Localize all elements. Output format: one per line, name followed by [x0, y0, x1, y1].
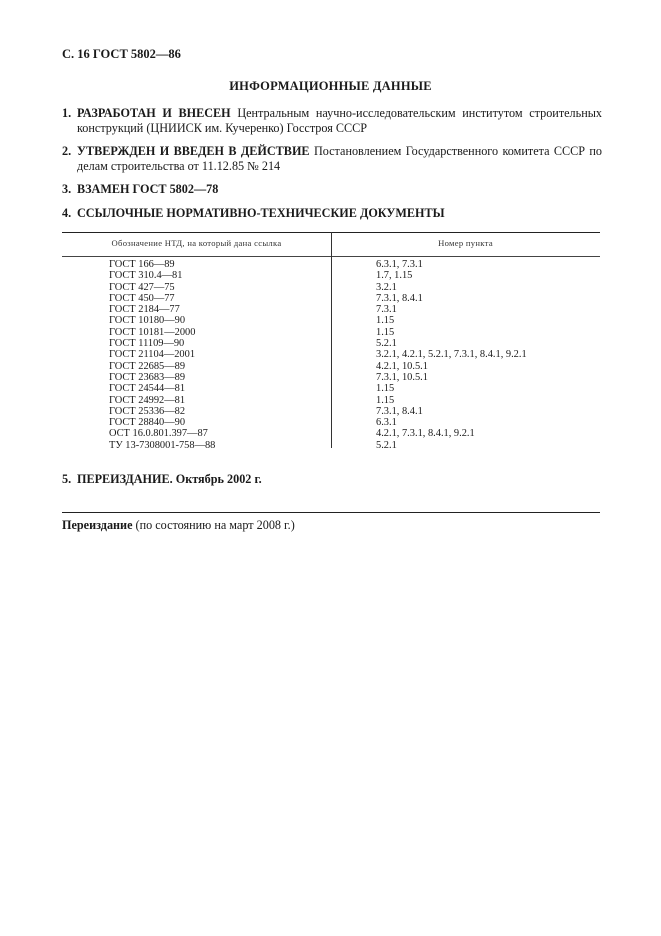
table-cell-clause: 7.3.1, 8.4.1 [376, 292, 423, 304]
info-item-5 [62, 472, 602, 487]
table-cell-clause: 1.15 [376, 326, 395, 338]
table-cell-clause: 1.15 [376, 383, 395, 395]
item-number: 4. [62, 206, 72, 220]
table-cell-clause: 4.2.1, 10.5.1 [376, 360, 428, 372]
table-header-doc: Обозначение НТД, на который дана ссылка [111, 238, 282, 248]
table-cell-clause: 1.7, 1.15 [376, 270, 413, 282]
info-item-4 [62, 206, 602, 221]
table-cell-document: ГОСТ 25336—82 [109, 405, 186, 417]
info-item-3 [62, 182, 602, 197]
footer-rule [62, 512, 600, 513]
table-cell-clause: 7.3.1 [376, 304, 397, 316]
item-lead: ПЕРЕИЗДАНИЕ. [77, 472, 173, 486]
item-body [77, 206, 602, 221]
table-cell-clause: 6.3.1, 7.3.1 [376, 259, 423, 270]
item-body [77, 472, 602, 487]
table-cell-clause: 1.15 [376, 315, 395, 327]
table-column-documents [109, 259, 215, 451]
section-title: ИНФОРМАЦИОННЫЕ ДАННЫЕ [229, 79, 432, 93]
table-cell-clause: 1.15 [376, 394, 395, 406]
table-cell-document: ГОСТ 24544—81 [109, 383, 186, 395]
reprint-note [62, 518, 295, 533]
item-text: Центральным научно-исследовательским институтом строительных конструкций (ЦНИИСК им. Кучеренко) Госстроя СССР [77, 106, 602, 135]
item-number: 1. [62, 106, 72, 120]
item-number: 2. [62, 144, 72, 158]
table-cell-document: ГОСТ 28840—90 [109, 417, 186, 429]
item-lead: РАЗРАБОТАН И ВНЕСЕН [77, 106, 231, 120]
table-cell-document: ГОСТ 427—75 [109, 281, 175, 293]
table-cell-document: ОСТ 16.0.801.397—87 [109, 428, 208, 440]
table-cell-clause: 5.2.1 [376, 338, 397, 350]
item-body [77, 144, 602, 174]
table-cell-document: ГОСТ 22685—89 [109, 360, 186, 372]
item-number: 5. [62, 472, 72, 486]
table-cell-document: ГОСТ 10181—2000 [109, 326, 196, 338]
table-cell-document: ГОСТ 24992—81 [109, 394, 186, 406]
item-number: 3. [62, 182, 72, 196]
table-header-clause: Номер пункта [438, 238, 493, 248]
table-cell-clause: 6.3.1 [376, 417, 397, 429]
table-cell-document: ГОСТ 166—89 [109, 259, 175, 270]
table-cell-clause: 4.2.1, 7.3.1, 8.4.1, 9.2.1 [376, 428, 475, 440]
table-cell-document: ГОСТ 23683—89 [109, 371, 186, 383]
table-cell-document: ТУ 13-7308001-758—88 [109, 439, 216, 451]
reprint-text: (по состоянию на март 2008 г.) [135, 518, 295, 532]
item-lead: ССЫЛОЧНЫЕ НОРМАТИВНО-ТЕХНИЧЕСКИЕ ДОКУМЕНТЫ [77, 206, 445, 220]
table-column-divider [331, 232, 332, 448]
page-header: С. 16 ГОСТ 5802—86 [62, 47, 181, 61]
item-lead: УТВЕРЖДЕН И ВВЕДЕН В ДЕЙСТВИЕ [77, 144, 310, 158]
table-cell-document: ГОСТ 310.4—81 [109, 270, 183, 282]
table-cell-document: ГОСТ 10180—90 [109, 315, 186, 327]
table-cell-document: ГОСТ 11109—90 [109, 338, 185, 350]
item-lead: ВЗАМЕН ГОСТ 5802—78 [77, 182, 219, 196]
info-item-2 [62, 144, 602, 174]
item-text: Постановлением Государственного комитета СССР по делам строительства от 11.12.85 № 214 [77, 144, 603, 173]
table-cell-document: ГОСТ 2184—77 [109, 304, 180, 316]
info-item-1 [62, 106, 602, 136]
table-cell-clause: 5.2.1 [376, 439, 397, 451]
item-body [77, 106, 602, 136]
item-body [77, 182, 602, 197]
table-column-clauses [376, 259, 527, 451]
table-cell-clause: 3.2.1 [376, 281, 397, 293]
item-text: Октябрь 2002 г. [175, 472, 262, 486]
table-cell-clause: 7.3.1, 10.5.1 [376, 371, 428, 383]
table-cell-clause: 7.3.1, 8.4.1 [376, 405, 423, 417]
reprint-lead: Переиздание [62, 518, 133, 532]
table-cell-clause: 3.2.1, 4.2.1, 5.2.1, 7.3.1, 8.4.1, 9.2.1 [376, 349, 527, 361]
table-cell-document: ГОСТ 450—77 [109, 292, 175, 304]
table-cell-document: ГОСТ 21104—2001 [109, 349, 196, 361]
